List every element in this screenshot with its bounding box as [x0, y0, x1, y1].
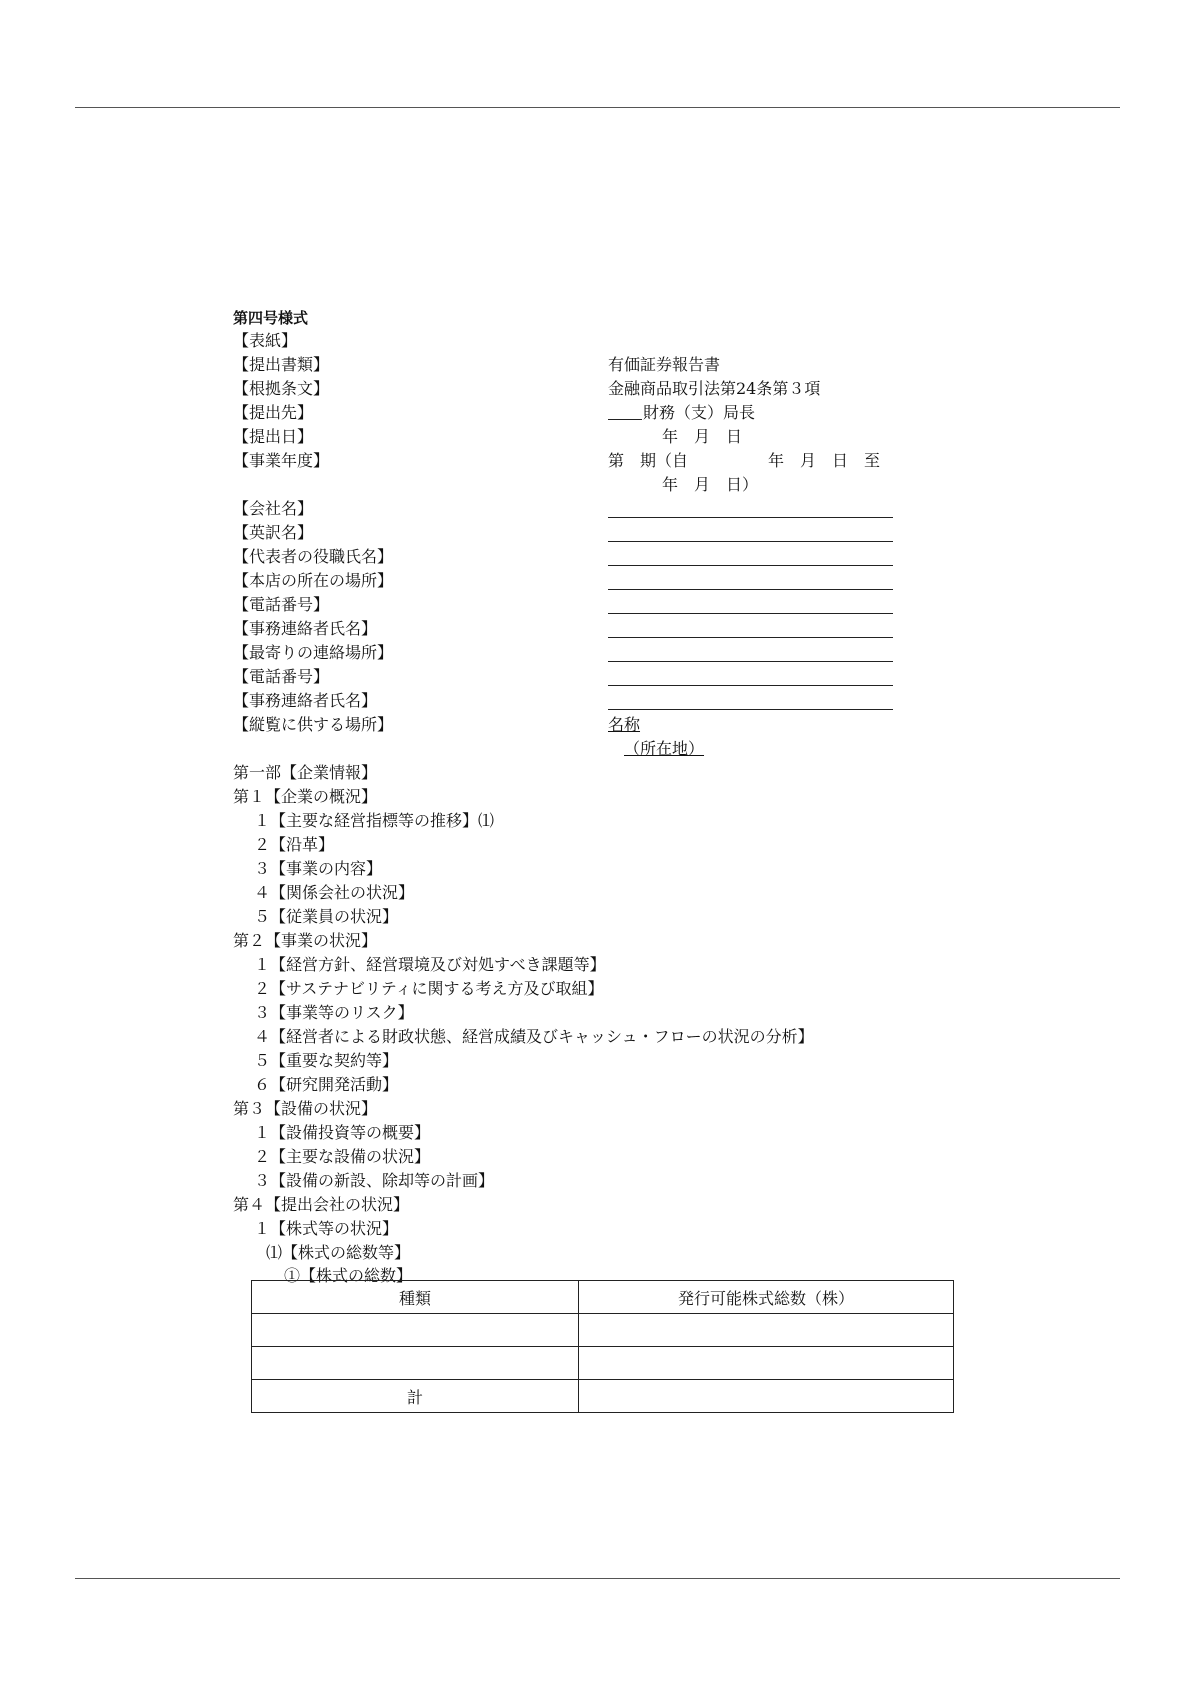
column-header-authorized-shares: 発行可能株式総数（株） — [579, 1281, 954, 1314]
form-title: 第四号様式 — [233, 309, 309, 327]
value-submit-date: 年 月 日 — [662, 427, 743, 446]
table-cell — [252, 1347, 579, 1380]
label-contact-person-2: 【事務連絡者氏名】 — [233, 691, 378, 710]
toc-item: ３【設備の新設、除却等の計画】 — [254, 1171, 495, 1190]
head-office-line — [608, 589, 893, 590]
toc-item: ５【従業員の状況】 — [254, 907, 399, 926]
table-cell — [579, 1314, 954, 1347]
footer-rule — [75, 1578, 1120, 1579]
value-public-inspection-name: 名称 — [608, 715, 641, 734]
label-head-office: 【本店の所在の場所】 — [233, 571, 394, 590]
submit-to-blank-line — [608, 419, 642, 420]
toc-item: ６【研究開発活動】 — [254, 1075, 399, 1094]
value-submit-to: 財務（支）局長 — [643, 403, 756, 422]
nearest-contact-line — [608, 661, 893, 662]
table-total-row — [252, 1380, 954, 1413]
label-company-name: 【会社名】 — [233, 499, 314, 518]
header-rule — [75, 107, 1120, 108]
representative-line — [608, 565, 893, 566]
toc-item: １【株式等の状況】 — [254, 1219, 399, 1238]
label-english-name: 【英訳名】 — [233, 523, 314, 542]
authorized-shares-table — [251, 1280, 954, 1413]
toc-item: ５【重要な契約等】 — [254, 1051, 399, 1070]
english-name-line — [608, 541, 893, 542]
toc-chapter-1: 第１【企業の概況】 — [233, 787, 378, 806]
label-representative: 【代表者の役職氏名】 — [233, 547, 394, 566]
table-header-row — [252, 1281, 954, 1314]
toc-item: １【主要な経営指標等の推移】⑴ — [254, 811, 495, 830]
toc-chapter-4: 第４【提出会社の状況】 — [233, 1195, 410, 1214]
toc-item: ２【サステナビリティに関する考え方及び取組】 — [254, 979, 604, 998]
label-nearest-contact: 【最寄りの連絡場所】 — [233, 643, 394, 662]
table-cell — [252, 1314, 579, 1347]
table-row — [252, 1347, 954, 1380]
label-submit-to: 【提出先】 — [233, 403, 314, 422]
toc-chapter-2: 第２【事業の状況】 — [233, 931, 378, 950]
table-cell — [579, 1347, 954, 1380]
toc-item: ４【経営者による財政状態、経営成績及びキャッシュ・フローの状況の分析】 — [254, 1027, 814, 1046]
toc-item: ３【事業等のリスク】 — [254, 1003, 414, 1022]
toc-subitem: ⑴【株式の総数等】 — [266, 1243, 411, 1262]
label-fiscal-year: 【事業年度】 — [233, 451, 330, 470]
value-public-inspection-address: （所在地） — [624, 739, 705, 758]
value-fiscal-year-end: 年 月 日） — [662, 475, 759, 494]
table-row — [252, 1314, 954, 1347]
total-label-cell: 計 — [252, 1380, 579, 1413]
contact-person-2-line — [608, 709, 893, 710]
label-submit-date: 【提出日】 — [233, 427, 314, 446]
toc-item: ４【関係会社の状況】 — [254, 883, 415, 902]
label-legal-basis: 【根拠条文】 — [233, 379, 330, 398]
company-name-line — [608, 517, 893, 518]
label-contact-person-1: 【事務連絡者氏名】 — [233, 619, 378, 638]
toc-item: ２【主要な設備の状況】 — [254, 1147, 431, 1166]
label-phone-2: 【電話番号】 — [233, 667, 330, 686]
total-value-cell — [579, 1380, 954, 1413]
toc-item: ２【沿革】 — [254, 835, 335, 854]
phone-2-line — [608, 685, 893, 686]
toc-chapter-3: 第３【設備の状況】 — [233, 1099, 378, 1118]
toc-item: １【設備投資等の概要】 — [254, 1123, 431, 1142]
phone-1-line — [608, 613, 893, 614]
toc-item: １【経営方針、経営環境及び対処すべき課題等】 — [254, 955, 606, 974]
value-fiscal-year: 第 期（自 年 月 日 至 — [608, 451, 881, 470]
label-public-inspection: 【縦覧に供する場所】 — [233, 715, 394, 734]
toc-subsubitem: ①【株式の総数】 — [284, 1266, 413, 1285]
value-submitted-document: 有価証券報告書 — [608, 355, 721, 374]
value-legal-basis: 金融商品取引法第24条第３項 — [608, 379, 821, 398]
cover-heading: 【表紙】 — [233, 331, 298, 350]
toc-item: ３【事業の内容】 — [254, 859, 383, 878]
label-phone-1: 【電話番号】 — [233, 595, 330, 614]
label-submitted-document: 【提出書類】 — [233, 355, 330, 374]
column-header-type: 種類 — [252, 1281, 579, 1314]
toc-part-1: 第一部【企業情報】 — [233, 763, 378, 782]
contact-person-1-line — [608, 637, 893, 638]
